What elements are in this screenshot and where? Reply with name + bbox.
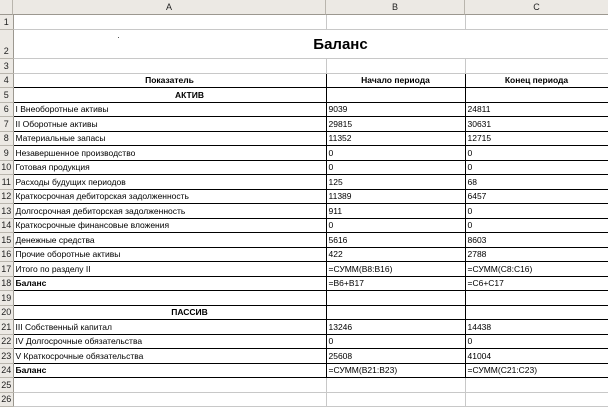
start-value-cell[interactable]: 0 [326, 334, 465, 349]
balance-row [0, 276, 608, 291]
row-header[interactable]: 16 [0, 247, 13, 262]
row-header-24[interactable]: 24 [0, 363, 13, 378]
table-row [0, 291, 608, 306]
cell-c3[interactable] [465, 59, 608, 74]
label-cell[interactable]: Готовая продукция [13, 160, 326, 175]
table-row [0, 146, 608, 161]
start-value-cell[interactable]: 13246 [326, 320, 465, 335]
start-value-cell[interactable]: 911 [326, 204, 465, 219]
table-row [0, 247, 608, 262]
table-row [0, 218, 608, 233]
cell-a25[interactable] [13, 378, 326, 393]
end-value-cell[interactable]: 24811 [465, 102, 608, 117]
cell-c5[interactable] [465, 88, 608, 103]
row-header-4[interactable]: 4 [0, 73, 13, 88]
cell-b1[interactable] [326, 15, 465, 30]
row-header-1[interactable]: 1 [0, 15, 13, 30]
start-value-cell[interactable]: 11389 [326, 189, 465, 204]
total-section2-label[interactable]: Итого по разделу II [13, 262, 326, 277]
label-cell[interactable]: IV Долгосрочные обязательства [13, 334, 326, 349]
balance-row [0, 363, 608, 378]
end-value-cell[interactable]: 0 [465, 218, 608, 233]
cell-c26[interactable] [465, 392, 608, 407]
row-header-25[interactable]: 25 [0, 378, 13, 393]
liability-section-label: ПАССИВ [171, 307, 208, 317]
end-value-cell[interactable]: 14438 [465, 320, 608, 335]
cell-grid [0, 15, 608, 407]
cell-b20[interactable] [326, 305, 465, 320]
start-value-cell[interactable]: 11352 [326, 131, 465, 146]
table-row [0, 131, 608, 146]
label-cell[interactable]: II Оборотные активы [13, 117, 326, 132]
row-header[interactable]: 11 [0, 175, 13, 190]
start-value-cell[interactable]: 0 [326, 160, 465, 175]
column-header-c[interactable]: C [465, 0, 608, 15]
column-header-bar [0, 0, 608, 15]
end-value-cell[interactable]: 68 [465, 175, 608, 190]
table-row [0, 102, 608, 117]
cell-a3[interactable] [13, 59, 326, 74]
start-value-cell[interactable]: 9039 [326, 102, 465, 117]
cell-b26[interactable] [326, 392, 465, 407]
end-value-cell[interactable]: 0 [465, 160, 608, 175]
table-row [0, 30, 608, 59]
table-row [0, 392, 608, 407]
row-header[interactable]: 12 [0, 189, 13, 204]
asset-section-label-cell[interactable] [13, 88, 326, 103]
label-cell[interactable]: Прочие оборотные активы [13, 247, 326, 262]
label-cell[interactable]: I Внеоборотные активы [13, 102, 326, 117]
cell-a1[interactable] [13, 15, 326, 30]
total-section2-start[interactable]: =СУММ(B8:B16) [326, 262, 465, 277]
balance-liabilities-label[interactable]: Баланс [13, 363, 326, 378]
header-end[interactable]: Конец периода [465, 73, 608, 88]
cell-b3[interactable] [326, 59, 465, 74]
balance-assets-end[interactable]: =C6+C17 [465, 276, 608, 291]
cell-a26[interactable] [13, 392, 326, 407]
sheet-title-cell[interactable] [13, 30, 608, 59]
end-value-cell[interactable]: 0 [465, 146, 608, 161]
table-row [0, 160, 608, 175]
table-row [0, 320, 608, 335]
row-header-20[interactable]: 20 [0, 305, 13, 320]
label-cell[interactable]: Денежные средства [13, 233, 326, 248]
row-header[interactable]: 10 [0, 160, 13, 175]
row-header[interactable]: 8 [0, 131, 13, 146]
row-header-18[interactable]: 18 [0, 276, 13, 291]
cell-b19[interactable] [326, 291, 465, 306]
end-value-cell[interactable]: 12715 [465, 131, 608, 146]
label-cell[interactable]: Краткосрочная дебиторская задолженность [13, 189, 326, 204]
row-header[interactable]: 21 [0, 320, 13, 335]
cell-b25[interactable] [326, 378, 465, 393]
end-value-cell[interactable]: 2788 [465, 247, 608, 262]
section-row [0, 88, 608, 103]
cell-c19[interactable] [465, 291, 608, 306]
row-header-19[interactable]: 19 [0, 291, 13, 306]
row-header[interactable]: 15 [0, 233, 13, 248]
table-row [0, 378, 608, 393]
table-row [0, 204, 608, 219]
table-row [0, 117, 608, 132]
cell-a19[interactable] [13, 291, 326, 306]
asset-section-label: АКТИВ [175, 89, 204, 100]
end-value-cell[interactable]: 8603 [465, 233, 608, 248]
end-value-cell[interactable]: 6457 [465, 189, 608, 204]
sheet-title: Баланс [313, 35, 368, 53]
row-header-3[interactable]: 3 [0, 59, 13, 74]
column-header-b[interactable]: B [326, 0, 465, 15]
label-cell[interactable]: Долгосрочная дебиторская задолженность [13, 204, 326, 219]
total-section2-end[interactable]: =СУММ(C8:C16) [465, 262, 608, 277]
balance-assets-label[interactable]: Баланс [13, 276, 326, 291]
end-value-cell[interactable]: 30631 [465, 117, 608, 132]
table-row [0, 349, 608, 364]
header-indicator[interactable]: Показатель [13, 73, 326, 88]
label-cell[interactable]: Незавершенное производство [13, 146, 326, 161]
start-value-cell[interactable]: 0 [326, 218, 465, 233]
section-row [0, 305, 608, 320]
label-cell[interactable]: V Краткосрочные обязательства [13, 349, 326, 364]
column-header-a[interactable]: A [13, 0, 326, 15]
start-value-cell[interactable]: 0 [326, 146, 465, 161]
row-header[interactable]: 6 [0, 102, 13, 117]
cell-c25[interactable] [465, 378, 608, 393]
start-value-cell[interactable]: 422 [326, 247, 465, 262]
end-value-cell[interactable]: 41004 [465, 349, 608, 364]
row-header[interactable]: 13 [0, 204, 13, 219]
table-row [0, 233, 608, 248]
row-header[interactable]: 7 [0, 117, 13, 132]
cell-c20[interactable] [465, 305, 608, 320]
row-header-26[interactable]: 26 [0, 392, 13, 407]
table-row [0, 15, 608, 30]
row-header[interactable]: 23 [0, 349, 13, 364]
label-cell[interactable]: Материальные запасы [13, 131, 326, 146]
table-row [0, 175, 608, 190]
row-header[interactable]: 22 [0, 334, 13, 349]
liability-section-label-cell[interactable] [13, 305, 326, 320]
start-value-cell[interactable]: 5616 [326, 233, 465, 248]
total-row [0, 262, 608, 277]
cell-c1[interactable] [465, 15, 608, 30]
row-header[interactable]: 14 [0, 218, 13, 233]
start-value-cell[interactable]: 125 [326, 175, 465, 190]
label-cell[interactable]: III Собственный капитал [13, 320, 326, 335]
end-value-cell[interactable]: 0 [465, 204, 608, 219]
label-cell[interactable]: Расходы будущих периодов [13, 175, 326, 190]
table-row [0, 189, 608, 204]
balance-liabilities-end[interactable]: =СУММ(C21:C23) [465, 363, 608, 378]
start-value-cell[interactable]: 25608 [326, 349, 465, 364]
balance-liabilities-start[interactable]: =СУММ(B21:B23) [326, 363, 465, 378]
cell-b5[interactable] [326, 88, 465, 103]
start-value-cell[interactable]: 29815 [326, 117, 465, 132]
header-start[interactable]: Начало периода [326, 73, 465, 88]
table-row [0, 59, 608, 74]
table-header-row [0, 73, 608, 88]
row-header-5[interactable]: 5 [0, 88, 13, 103]
table-row [0, 334, 608, 349]
end-value-cell[interactable]: 0 [465, 334, 608, 349]
label-cell[interactable]: Краткосрочные финансовые вложения [13, 218, 326, 233]
row-header[interactable]: 9 [0, 146, 13, 161]
select-all-corner[interactable] [0, 0, 13, 15]
balance-assets-start[interactable]: =B6+B17 [326, 276, 465, 291]
row-header-2[interactable]: 2 [0, 30, 13, 59]
row-header-17[interactable]: 17 [0, 262, 13, 277]
